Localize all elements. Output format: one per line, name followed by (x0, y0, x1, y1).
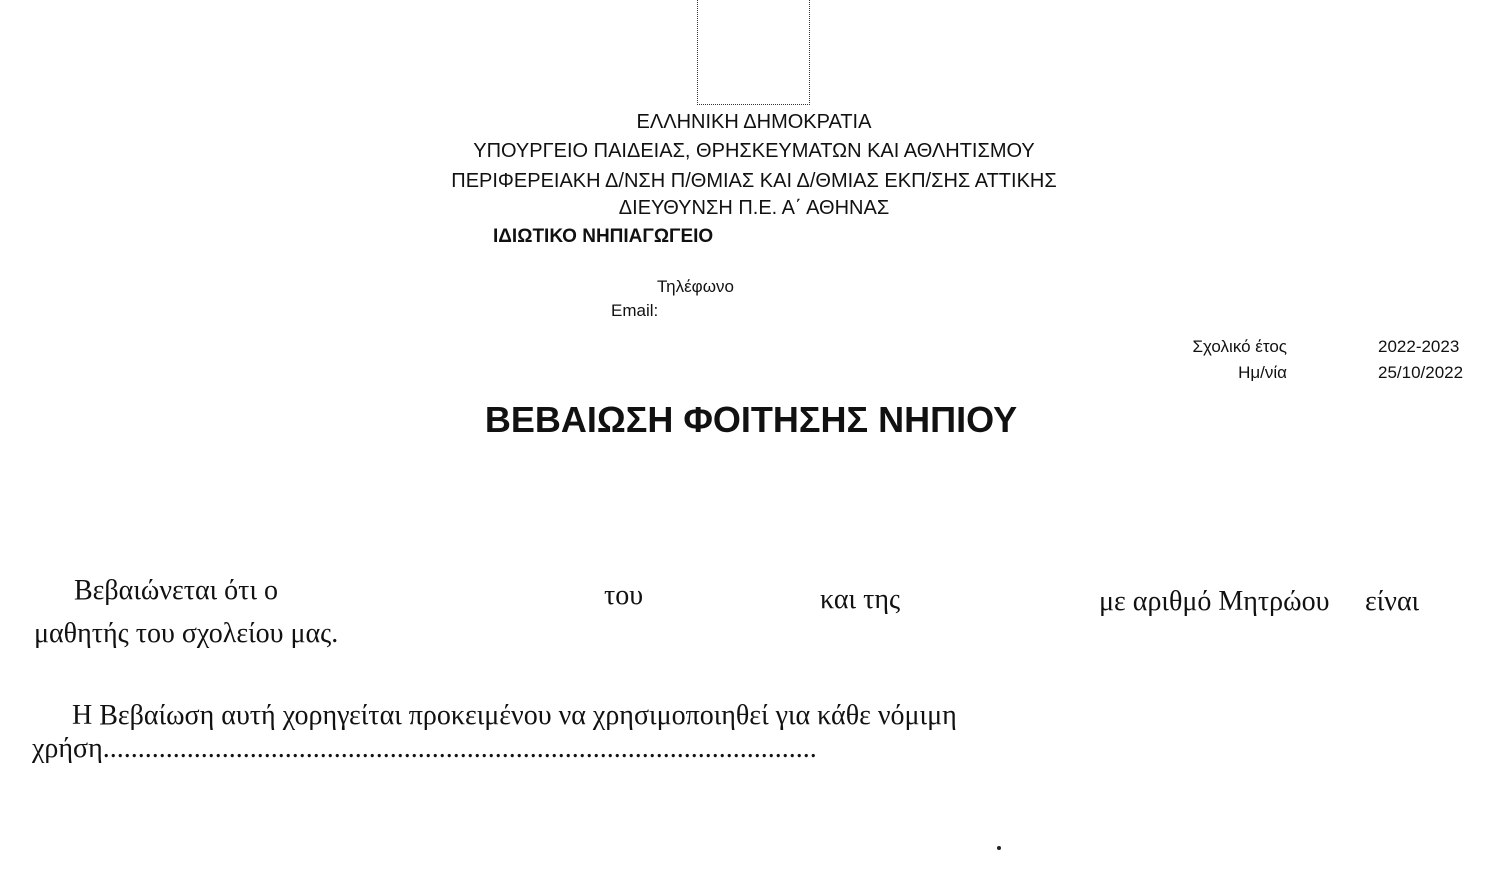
purpose-text: Η Βεβαίωση αυτή χορηγείται προκειμένου να χρησιμοποιηθεί για κάθε νόμιμη (72, 700, 957, 731)
email-label: Email: (611, 301, 659, 320)
date-label: Ημ/νία (1238, 363, 1287, 382)
header-ministry: ΥΠΟΥΡΓΕΙΟ ΠΑΙΔΕΙΑΣ, ΘΡΗΣΚΕΥΜΑΤΩΝ ΚΑΙ ΑΘΛΗΤΙΣΜΟΥ (473, 140, 1035, 162)
school-year-value: 2022-2023 (1378, 337, 1460, 356)
usage-line: χρήση...................................................................................................... (32, 733, 817, 764)
scan-speck (997, 846, 1001, 850)
mother-label: και της (820, 584, 901, 615)
father-label: του (604, 580, 644, 611)
school-year-label: Σχολικό έτος (1192, 337, 1287, 356)
phone-label: Τηλέφωνο (657, 277, 734, 296)
date-value: 25/10/2022 (1378, 363, 1464, 382)
emblem-placeholder (697, 0, 810, 105)
document-title: ΒΕΒΑΙΩΣΗ ΦΟΙΤΗΣΗΣ ΝΗΠΙΟΥ (484, 399, 1018, 440)
header-regional-directorate: ΠΕΡΙΦΕΡΕΙΑΚΗ Δ/ΝΣΗ Π/ΘΜΙΑΣ ΚΑΙ Δ/ΘΜΙΑΣ ΕΚΠ/ΣΗΣ ΑΤΤΙΚΗΣ (451, 170, 1057, 192)
certify-text: Βεβαιώνεται ότι ο (74, 575, 278, 606)
is-text: είναι (1365, 586, 1420, 617)
student-text: μαθητής του σχολείου μας. (34, 618, 339, 649)
header-country: ΕΛΛΗΝΙΚΗ ΔΗΜΟΚΡΑΤΙΑ (636, 111, 872, 133)
registry-number-label: με αριθμό Μητρώου (1099, 586, 1330, 617)
school-name: ΙΔΙΩΤΙΚΟ ΝΗΠΙΑΓΩΓΕΙΟ (493, 226, 714, 247)
header-directorate: ΔΙΕΥΘΥΝΣΗ Π.Ε. Α΄ ΑΘΗΝΑΣ (618, 197, 890, 219)
